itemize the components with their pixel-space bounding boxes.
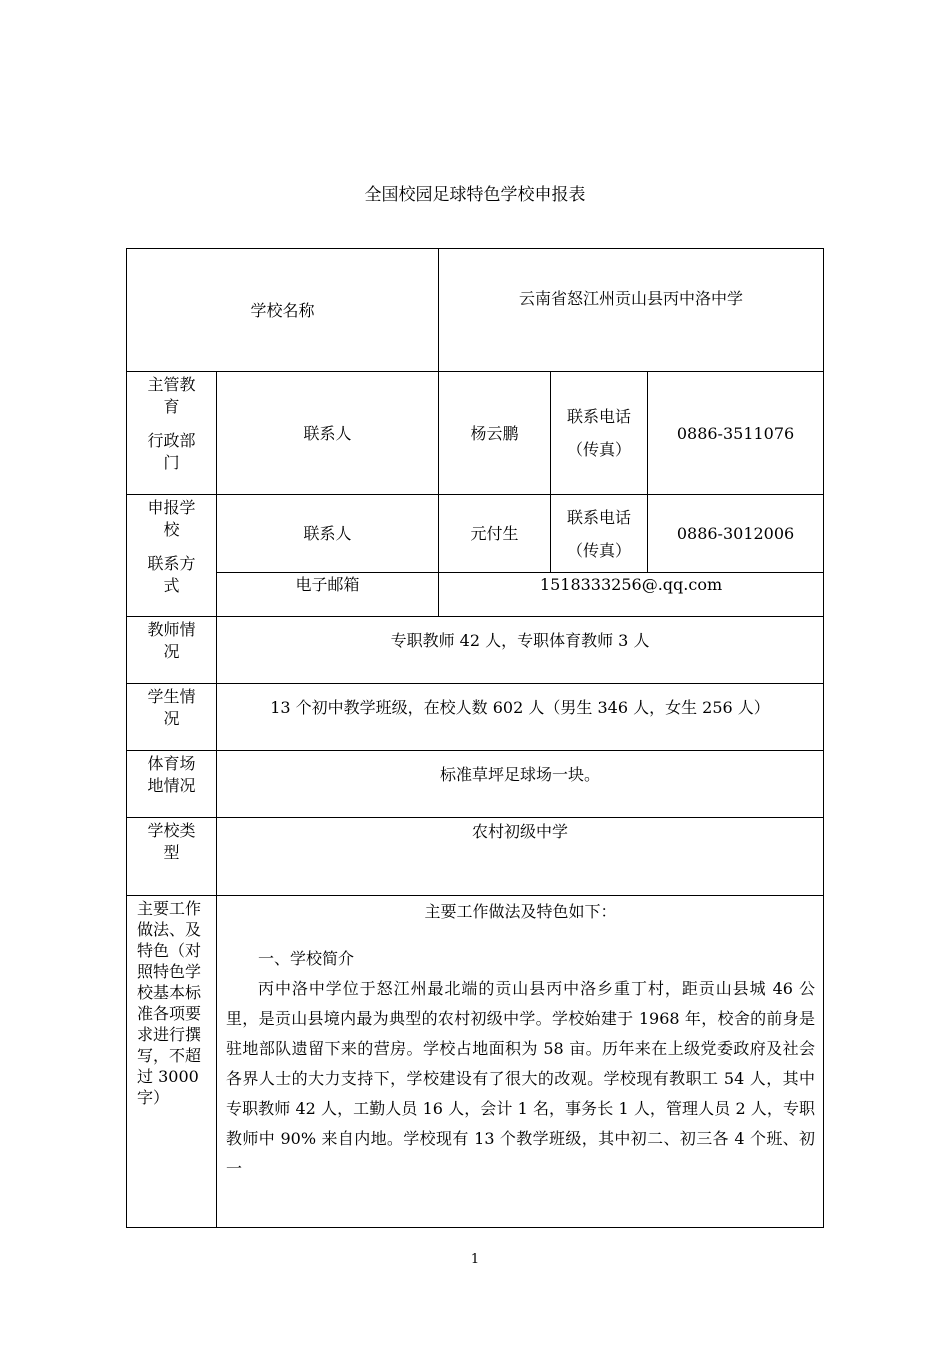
authority-tel-label-line2: （传真） <box>567 440 632 459</box>
venue-label <box>127 751 217 818</box>
authority-label <box>127 372 217 495</box>
practices-content <box>217 896 824 1228</box>
authority-tel-label-line1: 联系电话 <box>567 407 632 426</box>
applicant-contact-label: 联系人 <box>217 495 439 573</box>
page-number: 1 <box>470 1252 480 1267</box>
venue-value: 标准草坪足球场一块。 <box>217 751 824 818</box>
teachers-label <box>127 617 217 684</box>
applicant-label-line1: 申报学校 <box>147 498 196 539</box>
applicant-contact-name: 元付生 <box>439 495 551 573</box>
school-name-label: 学校名称 <box>127 249 439 372</box>
practices-heading: 主要工作做法及特色如下： <box>424 902 617 921</box>
school-type-label-text: 学校类型 <box>147 821 196 862</box>
authority-label-line2: 行政部门 <box>147 431 196 472</box>
school-name-value: 云南省怒江州贡山县丙中洛中学 <box>439 249 824 372</box>
applicant-label-line2: 联系方式 <box>147 554 196 595</box>
page-title: 全国校园足球特色学校申报表 <box>364 185 586 205</box>
applicant-tel-value: 0886-3012006 <box>648 495 824 573</box>
email-label: 电子邮箱 <box>217 573 439 617</box>
section-heading: 一、学校简介 <box>258 949 355 968</box>
authority-contact-label: 联系人 <box>217 372 439 495</box>
email-value: 1518333256@.qq.com <box>439 573 824 617</box>
practices-label-text: 主要工作做法、及特色（对照特色学校基本标准各项要求进行撰写，不超过 3000 字） <box>137 899 202 1107</box>
teachers-value: 专职教师 42 人，专职体育教师 3 人 <box>217 617 824 684</box>
applicant-tel-label <box>551 495 648 573</box>
school-type-label <box>127 818 217 896</box>
authority-tel-label <box>551 372 648 495</box>
applicant-tel-label-line1: 联系电话 <box>567 507 632 527</box>
applicant-label <box>127 495 217 617</box>
application-form-table <box>126 248 823 1228</box>
students-label <box>127 684 217 751</box>
authority-contact-name: 杨云鹏 <box>439 372 551 495</box>
teachers-label-text: 教师情况 <box>147 620 196 661</box>
venue-label-text: 体育场地情况 <box>147 754 196 795</box>
practices-label <box>127 896 217 1228</box>
students-value: 13 个初中教学班级，在校人数 602 人（男生 346 人，女生 256 人） <box>217 684 824 751</box>
school-intro-paragraph: 丙中洛中学位于怒江州最北端的贡山县丙中洛乡重丁村，距贡山县城 46 公里，是贡山县境内最为典型的农村初级中学。学校始建于 1968 年，校舍的前身是驻地部队遗留下来的营房。学校占地面积为 58 亩。历年来在上级党委政府及社会各界人士的大力支持下，学校建设有了很大的改观。学校现有教职工 54 人，其中专职教师 42 人，工勤人员 16 人，会计 1 名，事务长 1 人，管理人员 2 人，专职教师中 90% 来自内地。学校现有 13 个教学班级，其中初二、初三各 4 个班、初一 <box>226 979 816 1178</box>
authority-label-line1: 主管教育 <box>147 375 196 416</box>
applicant-tel-label-line2: （传真） <box>567 540 632 560</box>
students-label-text: 学生情况 <box>147 687 196 728</box>
school-type-value: 农村初级中学 <box>217 818 824 896</box>
authority-tel-value: 0886-3511076 <box>648 372 824 495</box>
